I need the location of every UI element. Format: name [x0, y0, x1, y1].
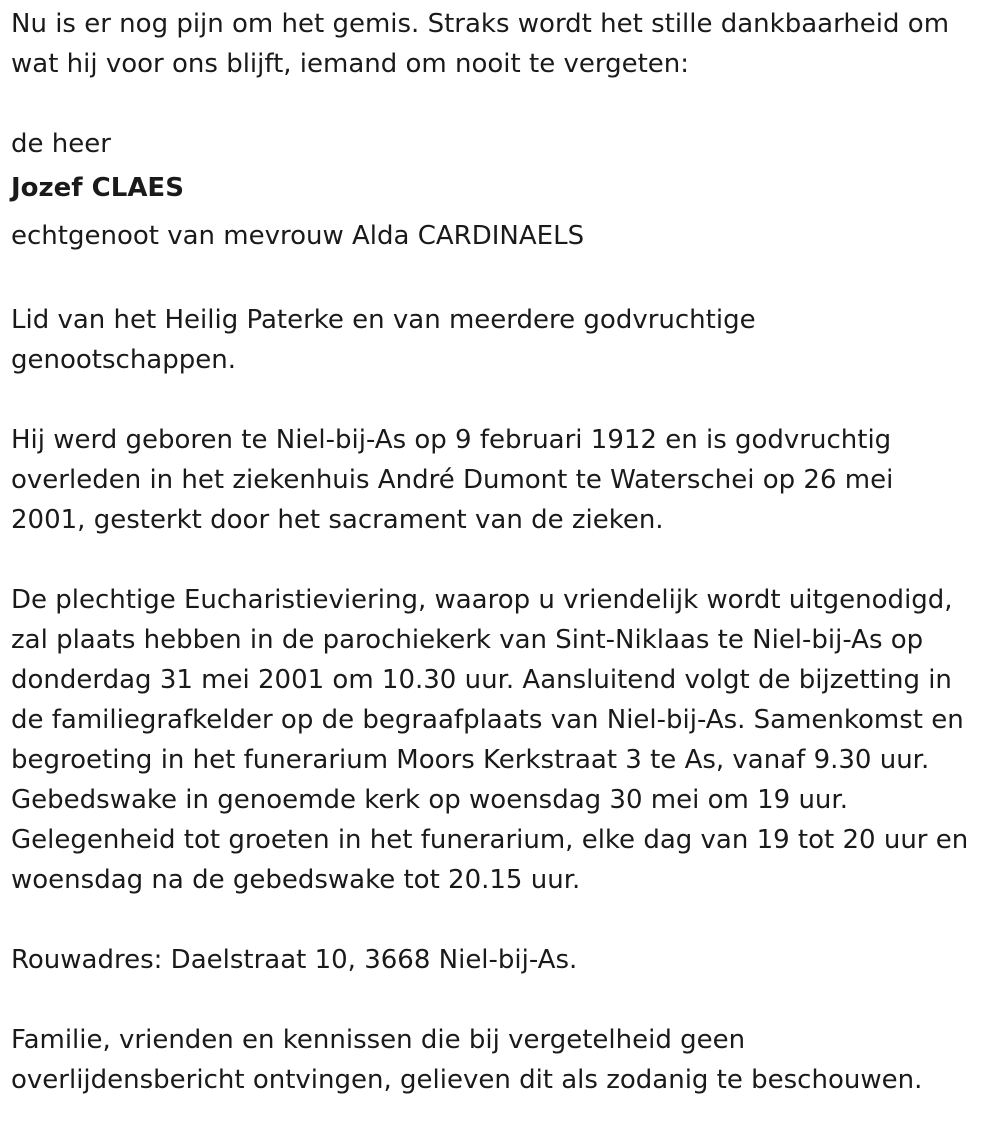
- closing-paragraph: [11, 1020, 996, 1100]
- ceremony-line: zal plaats hebben in de parochiekerk van Sint-Niklaas te Niel-bij-As op: [11, 625, 924, 655]
- deceased-name: Jozef CLAES: [11, 173, 184, 203]
- ceremony-line: de familiegrafkelder op de begraafplaats van Niel-bij-As. Samenkomst en: [11, 705, 964, 735]
- closing-line: Familie, vrienden en kennissen die bij vergetelheid geen: [11, 1025, 746, 1055]
- intro-line: Nu is er nog pijn om het gemis. Straks wordt het stille dankbaarheid om: [11, 9, 950, 39]
- ceremony-line: Gelegenheid tot groeten in het funerarium, elke dag van 19 tot 20 uur en: [11, 825, 969, 855]
- birth-death-line: 2001, gesterkt door het sacrament van de zieken.: [11, 505, 664, 535]
- ceremony-line: De plechtige Eucharistieviering, waarop u vriendelijk wordt uitgenodigd,: [11, 585, 953, 615]
- ceremony-paragraph: [11, 580, 996, 900]
- ceremony-line: woensdag na de gebedswake tot 20.15 uur.: [11, 865, 581, 895]
- intro-line: wat hij voor ons blijft, iemand om nooit te vergeten:: [11, 49, 689, 79]
- spouse-line: echtgenoot van mevrouw Alda CARDINAELS: [11, 221, 585, 251]
- ceremony-line: begroeting in het funerarium Moors Kerkstraat 3 te As, vanaf 9.30 uur.: [11, 745, 930, 775]
- birth-death-paragraph: [11, 420, 996, 540]
- membership-line: Lid van het Heilig Paterke en van meerdere godvruchtige: [11, 305, 756, 335]
- ceremony-line: donderdag 31 mei 2001 om 10.30 uur. Aansluitend volgt de bijzetting in: [11, 665, 952, 695]
- closing-line: overlijdensbericht ontvingen, gelieven dit als zodanig te beschouwen.: [11, 1065, 923, 1095]
- birth-death-line: Hij werd geboren te Niel-bij-As op 9 februari 1912 en is godvruchtig: [11, 425, 892, 455]
- obituary-document: [11, 4, 996, 1140]
- ceremony-line: Gebedswake in genoemde kerk op woensdag 30 mei om 19 uur.: [11, 785, 848, 815]
- membership-paragraph: [11, 300, 996, 380]
- intro-paragraph: [11, 4, 996, 84]
- membership-line: genootschappen.: [11, 345, 236, 375]
- mourning-address: Rouwadres: Daelstraat 10, 3668 Niel-bij-As.: [11, 945, 578, 975]
- salutation: de heer: [11, 129, 111, 159]
- birth-death-line: overleden in het ziekenhuis André Dumont te Waterschei op 26 mei: [11, 465, 894, 495]
- deceased-block: [11, 124, 996, 260]
- address-paragraph: [11, 940, 996, 980]
